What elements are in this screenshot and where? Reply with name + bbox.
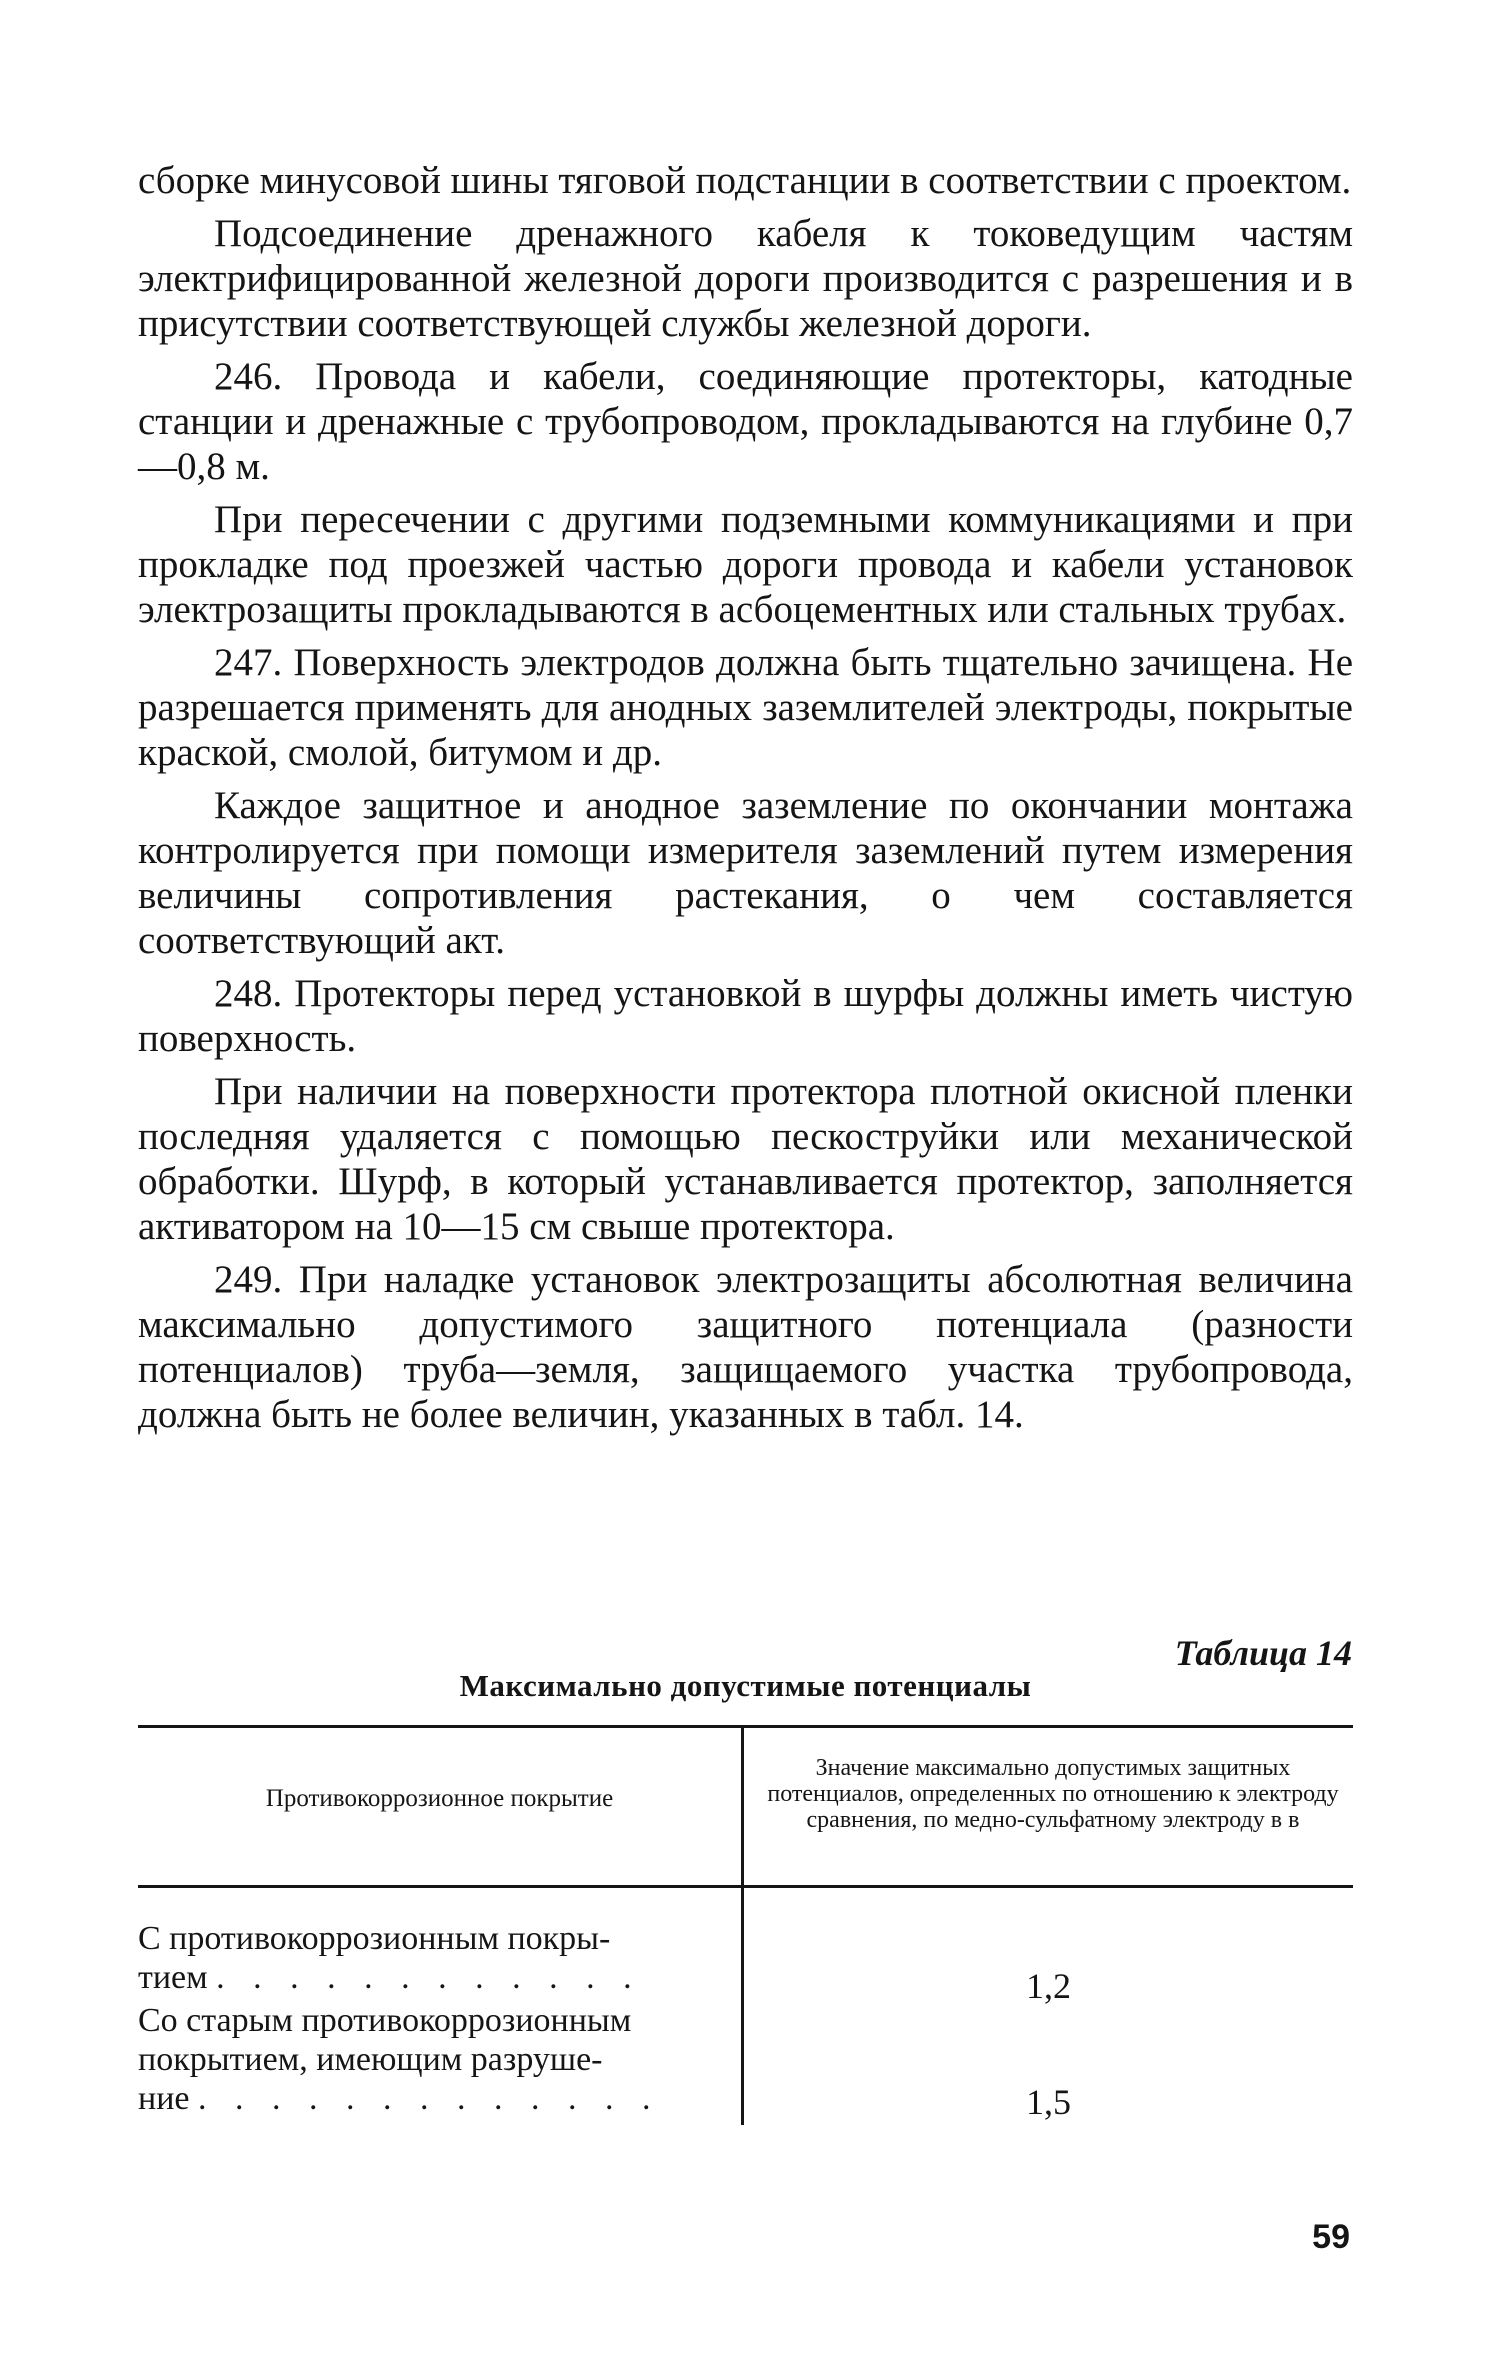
table-row-2-label — [138, 2001, 728, 2118]
paragraph-7: 248. Протекторы перед установкой в шурфы должны иметь чистую поверхность. — [138, 972, 1353, 1060]
table-header-potential: Значение максимально допустимых защитных потенциалов, определенных по отношению к электроду сравнения, по медно-сульфатному электроду в в — [767, 1755, 1339, 1833]
paragraph-5: 247. Поверхность электродов должна быть тщательно зачищена. Не разрешается применять для анодных заземлителей электроды, покрытые краской, смолой, битумом и др. — [138, 641, 1353, 774]
row-1-line-1: С противокоррозионным покры- — [138, 1920, 611, 1957]
table-row-1-value: 1,2 — [1026, 1966, 1071, 2006]
leader-dots: . . . . . . . . . . . . — [216, 1959, 642, 1996]
paragraph-3: 246. Провода и кабели, соединяющие протекторы, катодные станции и дренажные с трубопроводом, прокладываются на глубине 0,7—0,8 м. — [138, 355, 1353, 488]
table-row-1-label — [138, 1919, 728, 1997]
row-2-line-1: Со старым противокоррозионным — [138, 2002, 632, 2039]
row-2-line-2: покрытием, имеющим разруше- — [138, 2041, 603, 2078]
table-header-rule — [138, 1885, 1353, 1888]
row-1-text: тием — [138, 1959, 208, 1996]
paragraph-2: Подсоединение дренажного кабеля к токоведущим частям электрифицированной железной дороги производится с разрешения и в присутствии соответствующей службы железной дороги. — [138, 212, 1353, 345]
row-1-line-2 — [138, 1958, 728, 1997]
page-number: 59 — [1312, 2218, 1350, 2256]
table-row-2-value: 1,5 — [1026, 2082, 1071, 2122]
paragraph-6: Каждое защитное и анодное заземление по окончании монтажа контролируется при помощи измерителя заземлений путем измерения величины сопротивления растекания, о чем составляется соответствующий акт. — [138, 784, 1353, 962]
paragraph-1: сборке минусовой шины тяговой подстанции в соответствии с проектом. — [138, 159, 1352, 202]
table-header-divider — [741, 1725, 744, 1885]
potentials-table — [138, 1725, 1353, 2125]
paragraph-4: При пересечении с другими подземными коммуникациями и при прокладке под проезжей частью дороги провода и кабели установок электрозащиты прокладываются в асбоцементных или стальных трубах. — [138, 498, 1353, 631]
paragraph-9: 249. При наладке установок электрозащиты абсолютная величина максимально допустимого защитного потенциала (разности потенциалов) труба—земля, защищаемого участка трубопровода, должна быть не более величин, указанных в табл. 14. — [138, 1258, 1353, 1436]
table-top-rule — [138, 1725, 1353, 1728]
table-header-coating: Противокоррозионное покрытие — [265, 1785, 614, 1812]
table-caption: Таблица 14 — [1174, 1633, 1352, 1673]
row-2-line-3 — [138, 2079, 728, 2118]
row-2-text: ние — [138, 2080, 190, 2117]
table-title: Максимально допустимые потенциалы — [459, 1668, 1032, 1703]
paragraph-8: При наличии на поверхности протектора плотной окисной пленки последняя удаляется с помощью пескоструйки или механической обработки. Шурф, в который устанавливается протектор, заполняется активатором на 10—15 см свыше протектора. — [138, 1070, 1353, 1248]
body-text — [138, 158, 1353, 1437]
leader-dots: . . . . . . . . . . . . . — [197, 2080, 661, 2117]
